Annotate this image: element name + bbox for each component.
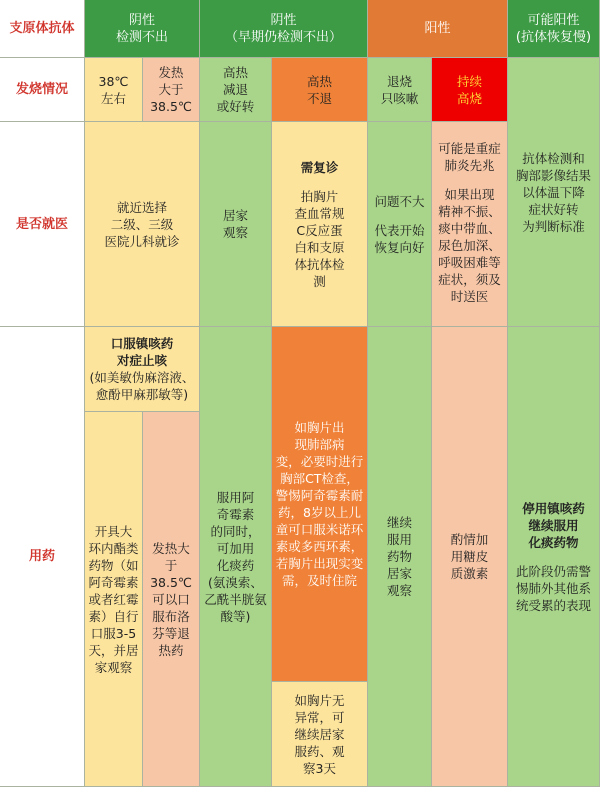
header-text: (抗体恢复慢) [515, 29, 592, 45]
cell-title: 继续服用 [528, 517, 579, 533]
cell-text: 为判断标准 [522, 218, 585, 234]
cell-text: C反应蛋 [296, 222, 343, 238]
header-text: 检测不出 [115, 29, 168, 45]
cell-text: 就近选择 [116, 199, 167, 215]
visit-cell-3 [200, 122, 272, 327]
cell-text: 减退 [222, 82, 248, 97]
cell-text: 继续 [386, 515, 412, 530]
fever-cell-2 [143, 58, 200, 122]
cell-text: 拍胸片 [300, 188, 339, 204]
cell-text: 可以口 [152, 591, 190, 607]
row-label-text: 是否就医 [15, 216, 68, 232]
cell-text: 服用 [386, 532, 412, 547]
visit-cell-1 [85, 122, 200, 327]
cell-text: 警惕阿奇霉素耐 [275, 488, 364, 503]
meds-cell-5 [368, 327, 432, 787]
meds-cell-7 [508, 327, 600, 787]
cell-text: 素）自行 [88, 608, 139, 624]
visit-cell-5 [368, 122, 432, 327]
cell-text: 退烧 [386, 73, 412, 89]
meds-cell-3 [200, 327, 272, 787]
cell-text: 测 [313, 273, 326, 289]
cell-title: 化痰药物 [528, 534, 579, 550]
header-negative-2 [200, 0, 368, 58]
cell-text: 白和支原 [294, 239, 345, 255]
cell-text: 服布洛 [152, 608, 190, 624]
cell-text: 异常，可 [294, 709, 345, 725]
cell-text: 二级、三级 [110, 216, 174, 232]
cell-text: 惕肺外其他系 [515, 580, 591, 596]
cell-text: 呼吸困难等 [438, 255, 501, 270]
cell-text: 于38.5℃ [150, 557, 192, 590]
cell-text: 阿奇霉素 [88, 574, 139, 590]
cell-text: 天，并居 [88, 642, 139, 658]
cell-text: 变，必要时进行 [275, 454, 364, 469]
cell-text: 38.5℃ [150, 99, 192, 114]
cell-text: 或好转 [216, 99, 255, 114]
header-corner [0, 0, 85, 58]
cell-text: 乙酰半胱氨 [204, 591, 267, 607]
header-text: 阴性 [270, 12, 297, 28]
cell-text: 胸部影像结果 [515, 167, 591, 183]
cell-text: 现肺部病 [294, 437, 345, 452]
cell-text: 的同时， [210, 523, 261, 539]
cell-text: 继续居家 [294, 726, 345, 742]
cell-text: 酸等) [220, 608, 251, 624]
cell-text: 酌情加 [450, 532, 489, 547]
cell-text: 左右 [100, 90, 126, 106]
cell-text: 症状好转 [528, 201, 579, 217]
cell-text: 发热 [158, 65, 184, 80]
cell-text: 童可口服米诺环 [275, 522, 364, 537]
cell-text: 38℃ [98, 73, 129, 89]
cell-text: 如果出现 [444, 187, 495, 202]
merged-cell-col7 [508, 58, 600, 327]
header-text: 阳性 [424, 21, 451, 36]
cell-text: 服药、观 [294, 743, 345, 759]
row-label-text: 发烧情况 [15, 82, 68, 97]
header-maybe-positive [508, 0, 600, 58]
meds-cell-1 [85, 412, 143, 787]
cell-text: 素或多西环素， [275, 539, 364, 554]
cell-text: 可加用 [216, 540, 255, 556]
cell-text: 精神不振、 [438, 204, 501, 219]
fever-cell-1 [85, 58, 143, 122]
cell-text: 如胸片出 [294, 420, 345, 435]
cell-text: 可能是重症 [438, 141, 501, 156]
cell-text: 代表开始 [374, 222, 425, 238]
cell-text: 质激素 [450, 566, 489, 581]
cell-text: 查血常规 [294, 205, 345, 221]
cell-title: 口服镇咳药 [110, 336, 174, 351]
cell-text: 用糖皮 [450, 549, 489, 564]
cell-text: 如胸片无 [294, 692, 345, 708]
row-label-meds [0, 327, 85, 787]
fever-cell-4 [272, 58, 368, 122]
header-positive [368, 0, 508, 58]
cell-text: 高热 [306, 73, 332, 89]
cell-text: 抗体检测和 [522, 150, 585, 166]
cell-text: 恢复向好 [374, 239, 425, 255]
cell-text: 只咳嗽 [380, 90, 419, 106]
meds-cell-6 [432, 327, 508, 787]
cell-text: 若胸片出现实变 [275, 556, 364, 571]
cell-text: 统受累的表现 [515, 597, 591, 613]
header-text: 可能阳性 [527, 12, 580, 28]
meds-cell-2 [143, 412, 200, 787]
visit-cell-6 [432, 122, 508, 327]
row-label-visit [0, 122, 85, 327]
cell-text: 观察 [386, 583, 412, 598]
cell-text: (如美敏伪麻溶液、 [89, 370, 195, 385]
header-text: 阴性 [128, 12, 155, 28]
cell-text: 问题不大 [374, 193, 425, 209]
fever-cell-6 [432, 58, 508, 122]
cell-text: 察3天 [303, 760, 336, 776]
cell-text: 热药 [158, 642, 184, 658]
cell-text: 口服3-5 [90, 625, 137, 641]
cell-text: 药，8岁以上儿 [278, 505, 361, 520]
cell-text: 或者红霉 [88, 591, 139, 607]
cell-text: 开具大 [94, 523, 133, 539]
cell-text: 芬等退 [152, 625, 190, 641]
cell-title: 需复诊 [300, 159, 339, 175]
cell-text: 奇霉素 [216, 506, 255, 522]
cell-text: 以体温下降 [522, 184, 585, 200]
row-label-fever [0, 58, 85, 122]
cell-text: 高烧 [456, 90, 482, 106]
header-negative-1 [85, 0, 200, 58]
cell-text: 大于 [158, 82, 184, 97]
cell-text: 不退 [306, 90, 332, 106]
meds-top-cell [85, 327, 200, 412]
cell-text: 时送医 [450, 289, 489, 304]
cell-text: 尿色加深、 [438, 238, 501, 253]
header-corner-text: 支原体抗体 [9, 21, 75, 36]
cell-text: 环内酯类 [88, 540, 139, 556]
cell-text: 肺炎先兆 [444, 158, 495, 173]
cell-text: 观察 [222, 225, 248, 240]
fever-cell-5 [368, 58, 432, 122]
visit-cell-4 [272, 122, 368, 327]
row-label-text: 用药 [28, 549, 55, 564]
cell-text: 居家 [222, 208, 248, 223]
cell-text: 药物（如 [88, 557, 139, 573]
cell-text: 持续 [456, 73, 482, 89]
cell-text: (氨溴索、 [208, 574, 263, 590]
cell-text: 胸部CT检查， [280, 471, 359, 486]
cell-text: 药物 [386, 549, 412, 564]
cell-text: 发热大 [152, 540, 190, 556]
cell-text: 需，及时住院 [281, 573, 357, 588]
meds-cell-4-bottom [272, 682, 368, 787]
cell-text: 高热 [222, 65, 248, 80]
cell-text: 此阶段仍需警 [515, 563, 591, 579]
cell-text: 痰中带血、 [438, 221, 501, 236]
cell-text: 居家 [386, 566, 412, 581]
cell-text: 服用阿 [216, 489, 255, 505]
meds-cell-4-top [272, 327, 368, 682]
cell-text: 症状，须及 [438, 272, 501, 287]
cell-title: 对症止咳 [116, 353, 167, 368]
fever-cell-3 [200, 58, 272, 122]
cell-title: 停用镇咳药 [522, 500, 585, 516]
cell-text: 体抗体检 [294, 256, 345, 272]
cell-text: 医院儿科就诊 [104, 233, 180, 249]
cell-text: 化痰药 [216, 557, 255, 573]
header-text: （早期仍检测不出） [224, 29, 342, 45]
cell-text: 愈酚甲麻那敏等) [95, 387, 189, 402]
cell-text: 家观察 [94, 659, 133, 675]
